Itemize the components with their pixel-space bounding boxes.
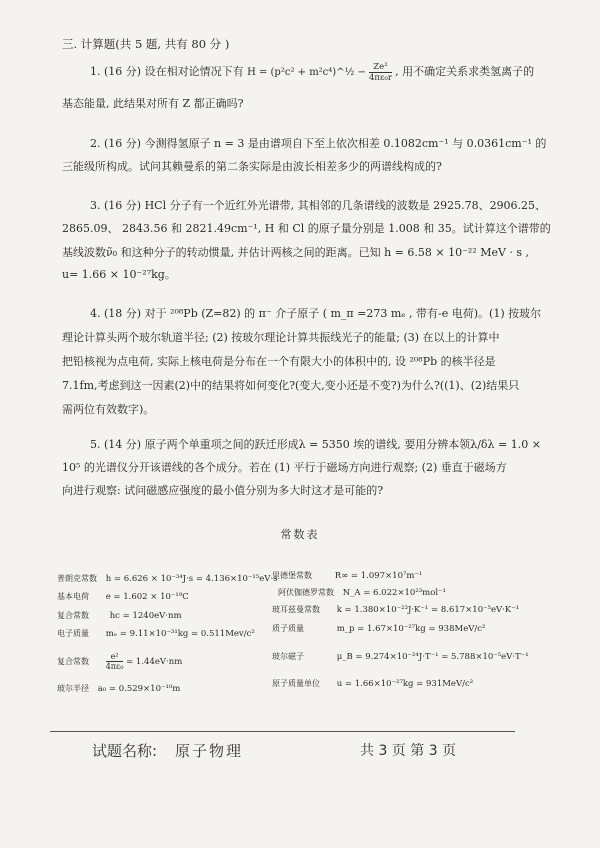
problem-4-line-4: 7.1fm,考虑到这一因素(2)中的结果将如何变化?(变大,变小还是不变?)为什么?((1)、(2)结果只 [62,379,520,392]
constant-value: k = 1.380×10⁻²³J·K⁻¹ = 8.617×10⁻⁵eV·K⁻¹ [336,605,520,615]
problem-2-line-1: 2. (16 分) 今测得氢原子 n = 3 是由谱项自下至上依次相差 0.1082cm⁻¹ 与 0.0361cm⁻¹ 的 [90,137,547,150]
constant-label: 里德堡常数 [272,571,312,580]
constant-value: hc = 1240eV·nm [109,611,182,621]
section-header: 三. 计算题(共 5 题, 共有 80 分 ) [62,37,230,51]
exam-name-label: 试题名称: [92,742,158,760]
problem-3-line-4: u= 1.66 × 10⁻²⁷kg。 [62,268,176,281]
formula-denominator: 4πε₀r [369,73,392,83]
constant-label: 复合常数 [57,611,89,620]
problem-4-line-5: 需两位有效数字)。 [62,403,155,416]
constant-label: 电子质量 [57,629,89,638]
constant-value: m_p = 1.67×10⁻²⁷kg = 938MeV/c² [336,624,486,634]
constant-value: e = 1.602 × 10⁻¹⁹C [105,592,189,602]
constant-label: 质子质量 [272,624,304,633]
constant-row [272,652,529,662]
problem-1-line-2: 基态能量, 此结果对所有 Z 都正确吗? [62,97,244,110]
page-indicator: 共 3 页 第 3 页 [360,743,457,759]
constant-label: 玻尔磁子 [272,652,304,661]
constant-row [57,611,182,621]
constant-label: 玻尔半径 [57,684,89,693]
constant-label: 原子质量单位 [272,679,320,688]
constants-title: 常数表 [280,528,320,541]
constant-row [57,652,182,671]
problem-5-line-2: 10⁵ 的光谱仪分开该谱线的各个成分。若在 (1) 平行于磁场方向进行观察; (2) 垂直于磁场方 [62,461,507,474]
constant-row [57,629,255,639]
constant-row [272,571,422,581]
problem-1-line-1 [90,62,534,83]
problem-3-line-1: 3. (16 分) HCl 分子有一个近红外光谱带, 其相邻的几条谱线的波数是 2925.78、2906.25、 [90,199,547,212]
constant-value: μ_B = 9.274×10⁻²⁴J·T⁻¹ = 5.788×10⁻⁵eV·T⁻¹ [336,652,529,662]
problem-5-line-1: 5. (14 分) 原子两个单重项之间的跃迁形成λ = 5350 埃的谱线, 要用分辨本领λ/δλ = 1.0 × [90,438,541,451]
constant-row [272,624,485,634]
constant-row [57,684,180,694]
problem-2-line-2: 三能级所构成。试问其赖曼系的第二条实际是由波长相差多少的两谱线构成的? [62,160,442,173]
constant-fraction-denominator: 4πε₀ [105,662,124,671]
exam-name: 原子物理 [175,742,244,760]
footer-divider [50,731,515,732]
constant-value: mₑ = 9.11×10⁻³¹kg = 0.511Mev/c² [105,629,255,639]
problem-1-formula [247,62,395,83]
constant-value: a₀ = 0.529×10⁻¹⁰m [97,684,181,694]
constant-fraction-numerator: e² [106,652,124,662]
problem-4-line-1: 4. (18 分) 对于 ²⁰⁸Pb (Z=82) 的 π⁻ 介子原子 ( m_π =273 mₑ , 带有-e 电荷)。(1) 按玻尔 [90,307,542,320]
constant-value: N_A = 6.022×10²³mol⁻¹ [342,588,446,598]
constant-label: 阿伏伽德罗常数 [278,588,334,597]
constant-value: h = 6.626 × 10⁻³⁴J·s = 4.136×10⁻¹⁵eV·s [105,574,278,584]
constant-row [278,588,446,598]
formula-main: H = (p²c² + m²c⁴)^½ − [247,67,366,78]
constant-label: 玻耳兹曼常数 [272,605,320,614]
constant-value: R∞ = 1.097×10⁷m⁻¹ [334,571,423,581]
constant-value: = 1.44eV·nm [126,657,183,667]
constant-label: 普朗克常数 [57,574,97,583]
problem-1-text-a: 1. (16 分) 设在相对论情况下有 [90,65,244,78]
formula-numerator: Ze² [369,62,392,73]
constant-row [57,592,189,602]
problem-3-line-2: 2865.09、 2843.56 和 2821.49cm⁻¹, H 和 Cl 的原子量分别是 1.008 和 35。试计算这个谱带的 [62,222,551,235]
problem-3-line-3: 基线波数ν̃₀ 和这种分子的转动惯量, 并估计两核之间的距离。已知 h = 6.58 × 10⁻²² MeV · s , [62,246,530,259]
constant-row [272,679,473,689]
constant-label: 复合常数 [57,657,89,666]
problem-1-text-b: , 用不确定关系求类氢离子的 [395,65,535,78]
constant-label: 基本电荷 [57,592,89,601]
constant-fraction [106,652,124,671]
problem-4-line-3: 把铅核视为点电荷, 实际上核电荷是分布在一个有限大小的体积中的, 设 ²⁰⁸Pb 的核半径是 [62,355,496,368]
formula-fraction [369,62,392,83]
problem-5-line-3: 向进行观察: 试问磁感应强度的最小值分别为多大时这才是可能的? [62,484,384,497]
problem-4-line-2: 理论计算头两个玻尔轨道半径; (2) 按玻尔理论计算共振线光子的能量; (3) 在以上的计算中 [62,331,500,344]
constant-value: u = 1.66×10⁻²⁷kg = 931MeV/c² [336,679,474,689]
constant-row [272,605,519,615]
constant-row [57,574,277,584]
